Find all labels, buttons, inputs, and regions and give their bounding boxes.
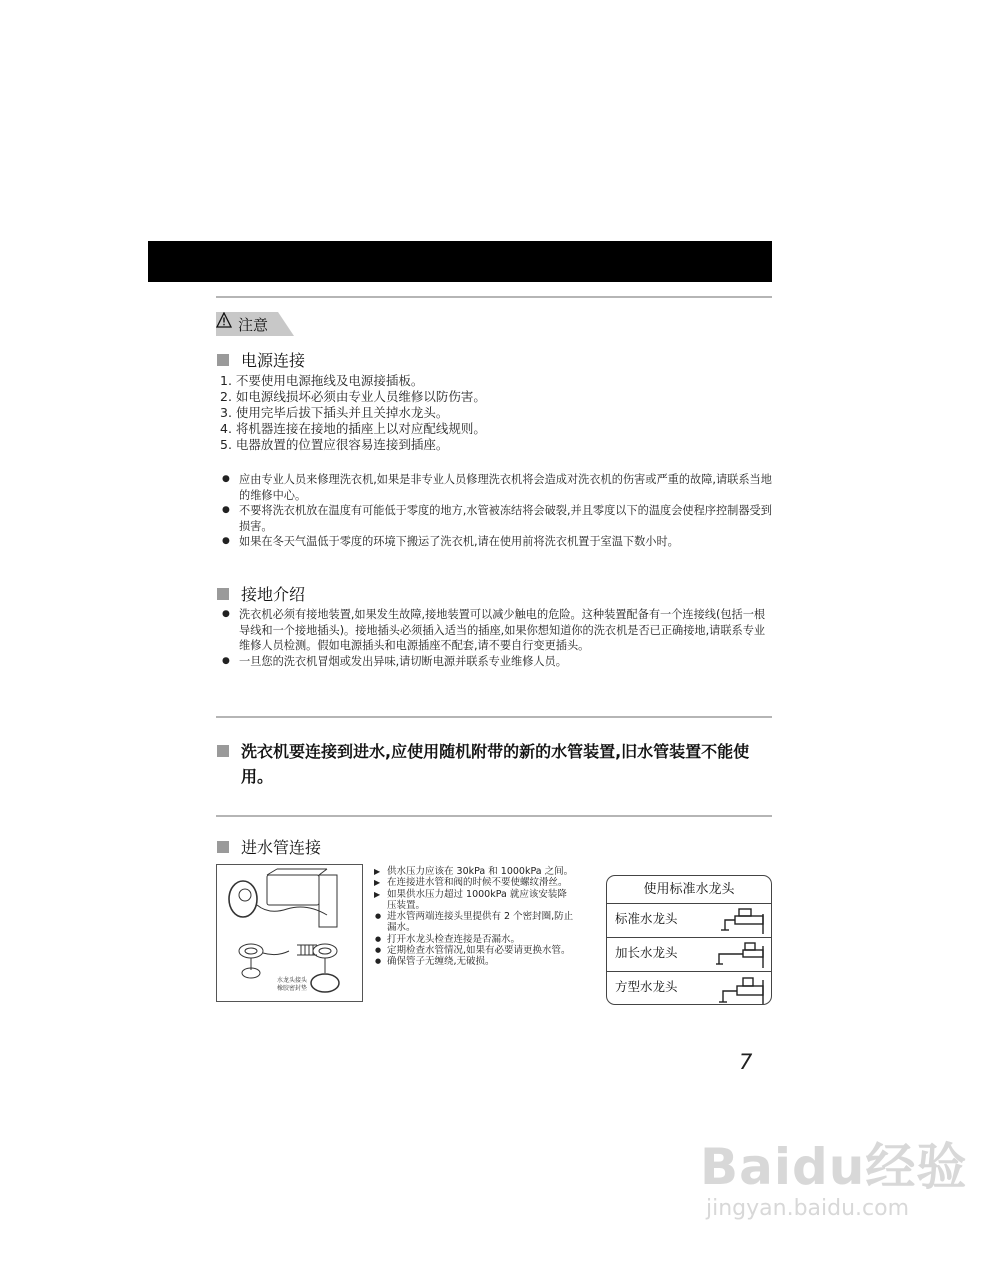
list-item: ▶ 如果供水压力超过 1000kPa 就应该安装降压装置。 <box>374 889 574 912</box>
faucet-panel-title: 使用标准水龙头 <box>607 876 771 904</box>
power-bullet-list <box>222 472 774 550</box>
divider-lower <box>216 815 772 817</box>
caption-line: 橡胶密封垫 <box>277 985 308 992</box>
list-item: ● 一旦您的洗衣机冒烟或发出异味,请切断电源并联系专业维修人员。 <box>222 654 774 670</box>
extended-faucet-icon <box>715 940 765 970</box>
faucet-row-standard <box>607 904 771 938</box>
watermark-logo: Baidu经验 <box>700 1138 968 1196</box>
list-item: ● 定期检查水管情况,如果有必要请更换水管。 <box>374 945 574 956</box>
illustration-caption <box>277 977 307 993</box>
list-item: ▶ 供水压力应该在 30kPa 和 1000kPa 之间。 <box>374 866 574 877</box>
standard-faucet-icon <box>715 906 765 936</box>
notice-text: 洗衣机要连接到进水,应使用随机附带的新的水管装置,旧水管装置不能使用。 <box>241 742 750 786</box>
list-item: 3. 使用完毕后拔下插头并且关掉水龙头。 <box>220 405 449 420</box>
section-header-bar <box>148 241 772 282</box>
list-item: ● 打开水龙头检查连接是否漏水。 <box>374 934 574 945</box>
divider-middle <box>216 716 772 718</box>
square-bullet-icon <box>217 745 229 757</box>
caption-line: 水龙头接头 <box>277 977 308 984</box>
list-item: 5. 电器放置的位置应很容易连接到插座。 <box>220 437 449 452</box>
page-number: 7 <box>739 1050 753 1074</box>
ground-section-title: 接地介绍 <box>241 585 306 604</box>
list-item: ● 如果在冬天气温低于零度的环境下搬运了洗衣机,请在使用前将洗衣机置于室温下数小时。 <box>222 534 774 550</box>
list-item: ● 洗衣机必须有接地装置,如果发生故障,接地装置可以减少触电的危险。这种装置配备有一个连接线(包括一根导线和一个接地插头)。接地插头必须插入适当的插座,如果你想知道你的洗衣机是否已正确接地,请联系专业维修人员检测。假如电源插头和电源插座不配套,请不要自行变更插头。 <box>222 607 774 654</box>
faucet-type-panel <box>606 875 772 1005</box>
power-section-title: 电源连接 <box>241 351 306 370</box>
list-item: 1. 不要使用电源拖线及电源接插板。 <box>220 373 424 388</box>
faucet-row-extended <box>607 938 771 972</box>
square-bullet-icon <box>217 588 229 600</box>
caution-label: 注意 <box>238 316 269 334</box>
warning-triangle-icon <box>216 312 232 328</box>
faucet-label: 加长水龙头 <box>615 945 678 960</box>
faucet-row-square <box>607 972 771 1005</box>
square-bullet-icon <box>217 354 229 366</box>
inlet-notes-list <box>374 866 574 968</box>
list-item: 4. 将机器连接在接地的插座上以对应配线规则。 <box>220 421 486 436</box>
ground-bullet-list <box>222 607 774 669</box>
inlet-section-title: 进水管连接 <box>241 838 322 857</box>
caution-tab <box>216 312 294 336</box>
faucet-label: 标准水龙头 <box>615 911 678 926</box>
list-item: ● 应由专业人员来修理洗衣机,如果是非专业人员修理洗衣机将会造成对洗衣机的伤害或严重的故障,请联系当地的维修中心。 <box>222 472 774 503</box>
square-bullet-icon <box>217 841 229 853</box>
list-item: ● 确保管子无缠绕,无破损。 <box>374 956 574 967</box>
inlet-section-heading <box>217 835 321 858</box>
power-numbered-list <box>220 373 776 453</box>
divider-top <box>216 296 772 298</box>
faucet-label: 方型水龙头 <box>615 979 678 994</box>
power-section-heading <box>217 348 305 371</box>
watermark-url: jingyan.baidu.com <box>706 1196 910 1221</box>
list-item: ▶ 在连接进水管和阀的时候不要使螺纹滑丝。 <box>374 877 574 888</box>
square-faucet-icon <box>715 974 765 1005</box>
list-item: ● 进水管两端连接头里提供有 2 个密封圈,防止漏水。 <box>374 911 574 934</box>
ground-section-heading <box>217 582 305 605</box>
inlet-hose-illustration <box>216 864 363 1002</box>
list-item: 2. 如电源线损坏必须由专业人员维修以防伤害。 <box>220 389 486 404</box>
list-item: ● 不要将洗衣机放在温度有可能低于零度的地方,水管被冻结将会破裂,并且零度以下的温度会使程序控制器受到损害。 <box>222 503 774 534</box>
